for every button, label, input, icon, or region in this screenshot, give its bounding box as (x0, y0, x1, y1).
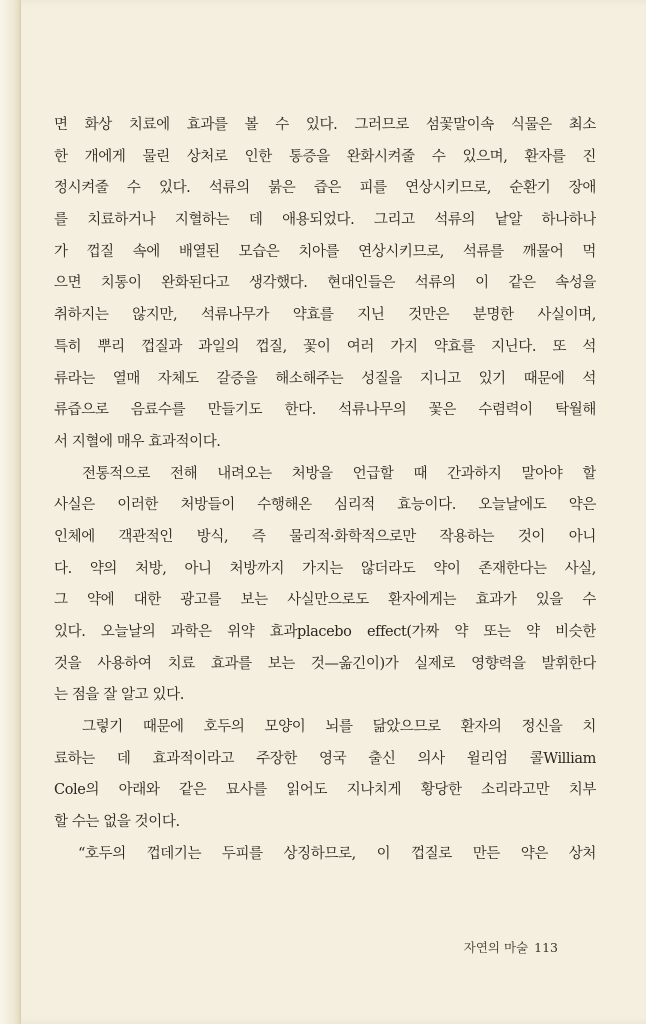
page-binding-edge (0, 0, 21, 1024)
text-line: 그 약에 대한 광고를 보는 사실만으로도 환자에게는 효과가 있을 수 (54, 592, 596, 609)
text-line: 류즙으로 음료수를 만들기도 한다. 석류나무의 꽃은 수렴력이 탁월해 (54, 402, 596, 419)
text-line: 가 껍질 속에 배열된 모습은 치아를 연상시키므로, 석류를 깨물어 먹 (54, 243, 596, 260)
text-line: 특히 뿌리 껍질과 과일의 껍질, 꽃이 여러 가지 약효를 지닌다. 또 석 (54, 338, 596, 355)
text-line: 를 치료하거나 지혈하는 데 애용되었다. 그리고 석류의 낱알 하나하나 (54, 212, 596, 229)
text-line: 인체에 객관적인 방식, 즉 물리적·화학적으로만 작용하는 것이 아니 (54, 528, 596, 545)
text-line: 정시켜줄 수 있다. 석류의 붉은 즙은 피를 연상시키므로, 순환기 장애 (54, 180, 596, 197)
body-text (54, 110, 596, 871)
text-line: 다. 약의 처방, 아니 처방까지 가지는 않더라도 약이 존재한다는 사실, (54, 560, 596, 577)
text-line: 사실은 이러한 처방들이 수행해온 심리적 효능이다. 오늘날에도 약은 (54, 497, 596, 514)
text-line: 류라는 열매 자체도 갈증을 해소해주는 성질을 지니고 있기 때문에 석 (54, 370, 596, 387)
text-line: 있다. 오늘날의 과학은 위약 효과placebo effect(가짜 약 또는 약 비슷한 (54, 624, 596, 640)
text-line: “호두의 껍데기는 두피를 상징하므로, 이 껍질로 만든 약은 상처 (78, 845, 596, 862)
text-line: 그렇기 때문에 호두의 모양이 뇌를 닮았으므로 환자의 정신을 치 (82, 719, 596, 736)
text-line: 할 수는 없을 것이다. (54, 814, 180, 831)
text-line: 전통적으로 전해 내려오는 처방을 언급할 때 간과하지 말아야 할 (82, 465, 596, 482)
page-footer (464, 938, 558, 956)
page-number: 113 (534, 940, 558, 955)
text-line: 는 점을 잘 알고 있다. (54, 687, 184, 704)
text-line: 면 화상 치료에 효과를 볼 수 있다. 그러므로 섬꽃말이속 식물은 최소 (54, 117, 596, 133)
text-line: Cole의 아래와 같은 묘사를 읽어도 지나치게 황당한 소리라고만 치부 (54, 782, 596, 799)
running-chapter-title: 자연의 마술 (463, 940, 529, 955)
text-line: 한 개에게 물린 상처로 인한 통증을 완화시켜줄 수 있으며, 환자를 진 (54, 148, 596, 165)
text-line: 것을 사용하여 치료 효과를 보는 것—옮긴이)가 실제로 영향력을 발휘한다 (54, 655, 596, 672)
text-line: 으면 치통이 완화된다고 생각했다. 현대인들은 석류의 이 같은 속성을 (54, 275, 596, 292)
text-line: 서 지혈에 매우 효과적이다. (54, 433, 221, 450)
text-line: 취하지는 않지만, 석류나무가 약효를 지닌 것만은 분명한 사실이며, (54, 307, 596, 324)
text-line: 료하는 데 효과적이라고 주장한 영국 출신 의사 윌리엄 콜William (54, 750, 596, 767)
